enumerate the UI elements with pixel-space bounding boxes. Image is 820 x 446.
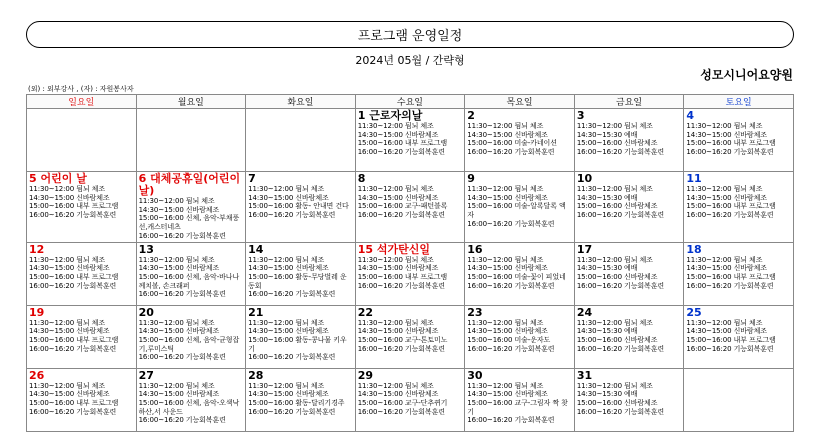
calendar-day-cell	[465, 305, 575, 368]
day-heading	[248, 244, 353, 256]
activity-item: 11:30~12:00 뒴뇌 체조	[467, 318, 544, 327]
activity-item: 15:00~16:00 내부 프로그램	[686, 335, 776, 344]
day-number: 18	[686, 242, 702, 256]
activity-item: 14:30~15:00 신바람체조	[467, 130, 548, 139]
activity-item: 16:00~16:20 기능회복훈련	[686, 281, 774, 290]
activity-item: 14:30~15:00 신바람체조	[248, 193, 329, 202]
day-number: 4	[686, 109, 695, 122]
activity-item: 16:00~16:20 기능회복훈련	[29, 407, 117, 416]
day-number: 24	[576, 305, 593, 319]
calendar-day-cell	[27, 109, 137, 172]
activity-item: 15:00~16:00 신바람체조	[576, 272, 658, 281]
activity-item: 16:00~16:20 기능회복훈련	[248, 407, 336, 416]
activity-item: 11:30~12:00 뒴뇌 체조	[357, 185, 434, 193]
activity-item: 11:30~12:00 뒴뇌 체조	[138, 318, 215, 327]
activity-item: 11:30~12:00 뒴뇌 체조	[29, 185, 106, 193]
activity-item: 14:30~15:00 신바람체조	[138, 327, 220, 336]
calendar-day-cell	[246, 172, 356, 243]
activity-item: 14:30~15:00 신바람체조	[467, 264, 548, 273]
calendar-day-cell	[684, 242, 794, 305]
day-heading	[358, 173, 463, 185]
day-number: 27	[138, 368, 154, 382]
activity-item: 14:30~15:00 신바람체조	[357, 327, 439, 336]
activity-item: 14:30~15:30 예배	[576, 327, 638, 336]
day-number: 12	[29, 242, 45, 256]
page-title-box	[26, 21, 794, 48]
weekday-header: 수요일	[355, 95, 465, 109]
day-heading	[467, 244, 572, 256]
activity-item: 14:30~15:00 신바람체조	[357, 390, 439, 399]
organization-name: 성모시니어요양원	[700, 68, 793, 82]
weekday-header: 금요일	[574, 95, 684, 109]
calendar-day-cell	[684, 305, 794, 368]
activity-item: 14:30~15:00 신바람체조	[357, 264, 439, 273]
calendar-day-cell	[574, 172, 684, 243]
activity-item: 11:30~12:00 뒴뇌 체조	[576, 185, 653, 193]
activity-item: 15:00~16:00 신바람체조	[576, 335, 658, 344]
day-number: 7	[248, 172, 256, 185]
day-heading	[467, 370, 572, 382]
day-heading	[358, 110, 463, 122]
activity-item: 11:30~12:00 뒴뇌 체조	[138, 197, 215, 205]
day-heading	[139, 244, 244, 256]
activity-item: 11:30~12:00 뒴뇌 체조	[576, 318, 653, 327]
day-number: 11	[686, 172, 702, 185]
activity-item: 11:30~12:00 뒴뇌 체조	[29, 255, 106, 264]
activity-item: 16:00~16:20 기능회복훈련	[357, 407, 445, 416]
activity-item: 14:30~15:00 신바람체조	[467, 193, 548, 202]
day-heading	[358, 244, 463, 256]
day-number: 15	[357, 242, 373, 256]
day-heading	[29, 307, 134, 319]
calendar-day-cell	[574, 242, 684, 305]
activity-item: 14:30~15:30 예배	[576, 390, 638, 399]
calendar-day-cell	[355, 109, 465, 172]
calendar-day-cell	[574, 305, 684, 368]
activity-item: 16:00~16:20 기능회복훈련	[248, 353, 336, 362]
day-heading	[467, 110, 572, 122]
schedule-calendar	[26, 94, 794, 432]
activity-item: 14:30~15:30 예배	[576, 193, 638, 202]
calendar-day-cell	[136, 109, 246, 172]
activity-item: 14:30~15:00 신바람체조	[357, 193, 439, 202]
page-subtitle: 2024년 05월 / 간략형	[355, 54, 465, 67]
activity-item: 15:00~16:00 활동-콩나물 키우기	[248, 335, 347, 353]
activity-item: 11:30~12:00 뒴뇌 체조	[686, 185, 763, 193]
activity-item: 15:00~16:00 활동- 안내면 건다	[248, 202, 349, 211]
activity-item: 11:30~12:00 뒴뇌 체조	[248, 381, 325, 390]
day-number: 16	[467, 242, 483, 256]
activity-item: 11:30~12:00 뒴뇌 체조	[248, 318, 325, 327]
calendar-day-cell	[355, 368, 465, 431]
calendar-day-cell	[136, 368, 246, 431]
activity-item: 16:00~16:20 기능회복훈련	[248, 211, 336, 220]
activity-item: 14:30~15:00 신바람체조	[686, 264, 767, 273]
activity-item: 15:00~16:00 내부 프로그램	[357, 272, 448, 281]
activity-item: 16:00~16:20 기능회복훈련	[138, 416, 226, 425]
activity-item: 14:30~15:00 신바람체조	[29, 193, 110, 202]
day-heading	[248, 173, 353, 185]
activity-item: 14:30~15:00 신바람체조	[686, 193, 767, 202]
day-number: 8	[357, 172, 366, 185]
activity-item: 16:00~16:20 기능회복훈련	[467, 344, 555, 353]
activity-item: 16:00~16:20 기능회복훈련	[467, 219, 555, 228]
activity-item: 11:30~12:00 뒴뇌 체조	[29, 381, 106, 390]
calendar-day-cell	[355, 172, 465, 243]
day-heading	[686, 307, 791, 319]
activity-item: 11:30~12:00 뒴뇌 체조	[686, 255, 763, 264]
activity-item: 11:30~12:00 뒴뇌 체조	[467, 381, 544, 390]
day-number: 21	[248, 305, 264, 319]
holiday-label: 어린이 날	[40, 172, 87, 185]
activity-item: 15:00~16:00 신체, 음악-균형잡기,루미스틱	[138, 335, 240, 353]
activity-item: 16:00~16:20 기능회복훈련	[357, 344, 445, 353]
day-heading	[577, 370, 682, 382]
activity-item: 14:30~15:00 신바람체조	[138, 264, 220, 273]
activity-item: 16:00~16:20 기능회복훈련	[29, 344, 117, 353]
calendar-day-cell	[465, 172, 575, 243]
calendar-day-cell	[136, 172, 246, 243]
activity-item: 16:00~16:20 기능회복훈련	[686, 211, 774, 220]
activity-item: 14:30~15:00 신바람체조	[29, 327, 110, 336]
day-heading	[29, 173, 134, 185]
calendar-week-row	[27, 172, 794, 243]
day-heading	[686, 173, 791, 185]
calendar-day-cell	[246, 305, 356, 368]
activity-item: 14:30~15:00 신바람체조	[248, 390, 329, 399]
activity-item: 16:00~16:20 기능회복훈련	[29, 281, 117, 290]
activity-item: 15:00~16:00 활동-무당벌레 운동회	[248, 272, 347, 290]
day-number: 14	[248, 242, 264, 256]
activity-item: 11:30~12:00 뒴뇌 체조	[357, 318, 434, 327]
day-number: 26	[29, 368, 45, 382]
activity-item: 14:30~15:00 신바람체조	[138, 390, 220, 399]
activity-item: 16:00~16:20 기능회복훈련	[576, 407, 665, 416]
activity-item: 15:00~16:00 교구-그림자 짝 찾기	[467, 398, 568, 416]
calendar-day-cell	[574, 368, 684, 431]
activity-item: 15:00~16:00 내부 프로그램	[29, 272, 119, 281]
holiday-label: 근로자의날	[369, 109, 423, 122]
activity-item: 15:00~16:00 신체, 음악-바나나께치볼, 손크래퍼	[138, 272, 240, 290]
day-number: 23	[467, 305, 483, 319]
activity-item: 15:00~16:00 미술-운자도	[467, 335, 551, 344]
day-number: 1	[357, 109, 366, 122]
calendar-day-cell	[27, 242, 137, 305]
day-number: 28	[248, 368, 264, 382]
calendar-day-cell	[136, 305, 246, 368]
day-heading	[358, 307, 463, 319]
calendar-day-cell	[246, 109, 356, 172]
day-heading	[686, 110, 791, 122]
day-number: 25	[686, 305, 702, 319]
day-heading	[577, 173, 682, 185]
calendar-day-cell	[465, 368, 575, 431]
holiday-label: 대체공휴일(어린이날)	[138, 172, 241, 197]
activity-item: 16:00~16:20 기능회복훈련	[576, 148, 665, 157]
activity-item: 15:00~16:00 활동-달리기경주	[248, 398, 345, 407]
activity-item: 11:30~12:00 뒴뇌 체조	[138, 255, 215, 264]
calendar-day-cell	[27, 172, 137, 243]
activity-item: 11:30~12:00 뒴뇌 체조	[357, 255, 434, 264]
activity-item: 11:30~12:00 뒴뇌 체조	[29, 318, 106, 327]
activity-item: 15:00~16:00 신바람체조	[576, 202, 658, 211]
day-heading	[139, 173, 244, 197]
activity-item: 15:00~16:00 내부 프로그램	[29, 202, 119, 211]
activity-item: 11:30~12:00 뒴뇌 체조	[576, 255, 653, 264]
weekday-header: 일요일	[27, 95, 137, 109]
activity-item: 16:00~16:20 기능회복훈련	[467, 148, 555, 157]
activity-item: 11:30~12:00 뒴뇌 체조	[467, 185, 544, 193]
calendar-body	[27, 109, 794, 432]
calendar-week-row	[27, 305, 794, 368]
day-number: 6	[138, 172, 147, 185]
day-number: 29	[357, 368, 373, 382]
weekday-header: 월요일	[136, 95, 246, 109]
activity-item: 14:30~15:00 신바람체조	[29, 264, 110, 273]
calendar-day-cell	[574, 109, 684, 172]
activity-item: 15:00~16:00 내부 프로그램	[29, 398, 119, 407]
activity-item: 11:30~12:00 뒴뇌 체조	[576, 381, 653, 390]
day-heading	[139, 370, 244, 382]
activity-item: 15:00~16:00 미술-알록달록 액자	[467, 202, 566, 220]
calendar-day-cell	[246, 368, 356, 431]
day-heading	[577, 244, 682, 256]
activity-item: 14:30~15:00 신바람체조	[248, 327, 329, 336]
activity-item: 14:30~15:00 신바람체조	[467, 390, 548, 399]
activity-item: 16:00~16:20 기능회복훈련	[467, 281, 555, 290]
calendar-day-cell	[246, 242, 356, 305]
day-number: 17	[576, 242, 593, 256]
day-number: 31	[576, 368, 593, 382]
day-number: 19	[29, 305, 45, 319]
weekday-header-row	[27, 95, 794, 109]
activity-item: 16:00~16:20 기능회복훈련	[686, 148, 774, 157]
calendar-day-cell	[684, 109, 794, 172]
weekday-header: 목요일	[465, 95, 575, 109]
activity-item: 16:00~16:20 기능회복훈련	[686, 344, 774, 353]
activity-item: 11:30~12:00 뒴뇌 체조	[357, 381, 434, 390]
day-number: 10	[576, 172, 593, 185]
day-heading	[467, 307, 572, 319]
day-heading	[29, 370, 134, 382]
day-heading	[686, 244, 791, 256]
activity-item: 14:30~15:00 신바람체조	[686, 130, 767, 139]
activity-item: 16:00~16:20 기능회복훈련	[467, 416, 555, 425]
activity-item: 14:30~15:00 신바람체조	[248, 264, 329, 273]
activity-item: 15:00~16:00 교구-톤토미노	[357, 335, 448, 344]
activity-item: 11:30~12:00 뒴뇌 체조	[357, 122, 434, 130]
activity-item: 16:00~16:20 기능회복훈련	[576, 344, 665, 353]
weekday-header: 토요일	[684, 95, 794, 109]
day-number: 9	[467, 172, 475, 185]
day-heading	[358, 370, 463, 382]
day-heading	[139, 307, 244, 319]
calendar-day-cell	[465, 109, 575, 172]
day-heading	[29, 244, 134, 256]
activity-item: 15:00~16:00 내부 프로그램	[357, 139, 448, 148]
day-number: 2	[467, 109, 475, 122]
day-number: 13	[138, 242, 154, 256]
activity-item: 15:00~16:00 신바람체조	[576, 139, 658, 148]
day-number: 22	[357, 305, 373, 319]
activity-item: 14:30~15:00 신바람체조	[467, 327, 548, 336]
activity-item: 15:00~16:00 미술-꽃이 피었네	[467, 272, 566, 281]
day-heading	[248, 307, 353, 319]
calendar-day-cell	[465, 242, 575, 305]
activity-item: 15:00~16:00 신바람체조	[576, 398, 658, 407]
day-heading	[248, 370, 353, 382]
activity-item: 15:00~16:00 내부 프로그램	[686, 202, 776, 211]
day-heading	[577, 307, 682, 319]
activity-item: 14:30~15:00 신바람체조	[138, 205, 220, 214]
activity-item: 14:30~15:30 예배	[576, 264, 638, 273]
activity-item: 15:00~16:00 내부 프로그램	[29, 335, 119, 344]
activity-item: 16:00~16:20 기능회복훈련	[576, 211, 665, 220]
activity-item: 15:00~16:00 내부 프로그램	[686, 139, 776, 148]
calendar-day-cell	[27, 368, 137, 431]
holiday-label: 석가탄신일	[376, 242, 430, 256]
weekday-header: 화요일	[246, 95, 356, 109]
page-title: 프로그램 운영일정	[357, 29, 463, 44]
activity-item: 14:30~15:00 신바람체조	[29, 390, 110, 399]
activity-item: 16:00~16:20 기능회복훈련	[357, 148, 445, 157]
calendar-day-cell	[27, 305, 137, 368]
activity-item: 14:30~15:00 신바람체조	[357, 130, 439, 139]
day-number: 20	[138, 305, 154, 319]
activity-item: 16:00~16:20 기능회복훈련	[29, 211, 117, 220]
activity-item: 15:00~16:00 교구-패턴블록	[357, 202, 448, 211]
calendar-day-cell	[684, 172, 794, 243]
activity-item: 15:00~16:00 신체, 음악-오색낙하산,서 사운드	[138, 398, 240, 416]
activity-item: 15:00~16:00 내부 프로그램	[686, 272, 776, 281]
calendar-day-cell	[136, 242, 246, 305]
activity-item: 11:30~12:00 뒴뇌 체조	[686, 318, 763, 327]
day-number: 5	[29, 172, 37, 185]
activity-item: 11:30~12:00 뒴뇌 체조	[576, 122, 653, 130]
activity-item: 11:30~12:00 뒴뇌 체조	[248, 255, 325, 264]
activity-item: 15:00~16:00 미술-카네이션	[467, 139, 557, 148]
day-heading	[467, 173, 572, 185]
activity-item: 15:00~16:00 교구-단추뀌기	[357, 398, 448, 407]
day-number: 30	[467, 368, 483, 382]
activity-item: 16:00~16:20 기능회복훈련	[138, 353, 226, 362]
calendar-week-row	[27, 109, 794, 172]
activity-item: 11:30~12:00 뒴뇌 체조	[138, 381, 215, 390]
activity-item: 11:30~12:00 뒴뇌 체조	[467, 122, 544, 130]
activity-item: 16:00~16:20 기능회복훈련	[138, 231, 226, 240]
day-heading	[577, 110, 682, 122]
activity-item: 14:30~15:00 신바람체조	[686, 327, 767, 336]
activity-item: 14:30~15:30 예배	[576, 130, 638, 139]
legend-note: (외) : 외부강사 , (자) : 자원봉사자	[28, 85, 134, 93]
activity-item: 16:00~16:20 기능회복훈련	[357, 281, 445, 290]
activity-item: 16:00~16:20 기능회복훈련	[576, 281, 665, 290]
activity-item: 16:00~16:20 기능회복훈련	[357, 211, 445, 220]
day-number: 3	[576, 109, 585, 122]
calendar-day-cell	[355, 242, 465, 305]
activity-item: 11:30~12:00 뒴뇌 체조	[686, 122, 763, 130]
activity-item: 11:30~12:00 뒴뇌 체조	[248, 185, 325, 193]
calendar-week-row	[27, 368, 794, 431]
activity-item: 16:00~16:20 기능회복훈련	[248, 290, 336, 299]
activity-item: 16:00~16:20 기능회복훈련	[138, 290, 226, 299]
calendar-day-cell	[684, 368, 794, 431]
activity-item: 11:30~12:00 뒴뇌 체조	[467, 255, 544, 264]
calendar-week-row	[27, 242, 794, 305]
calendar-day-cell	[355, 305, 465, 368]
activity-item: 15:00~16:00 신체, 음악-부채풍선,캐스터네츠	[138, 214, 240, 232]
